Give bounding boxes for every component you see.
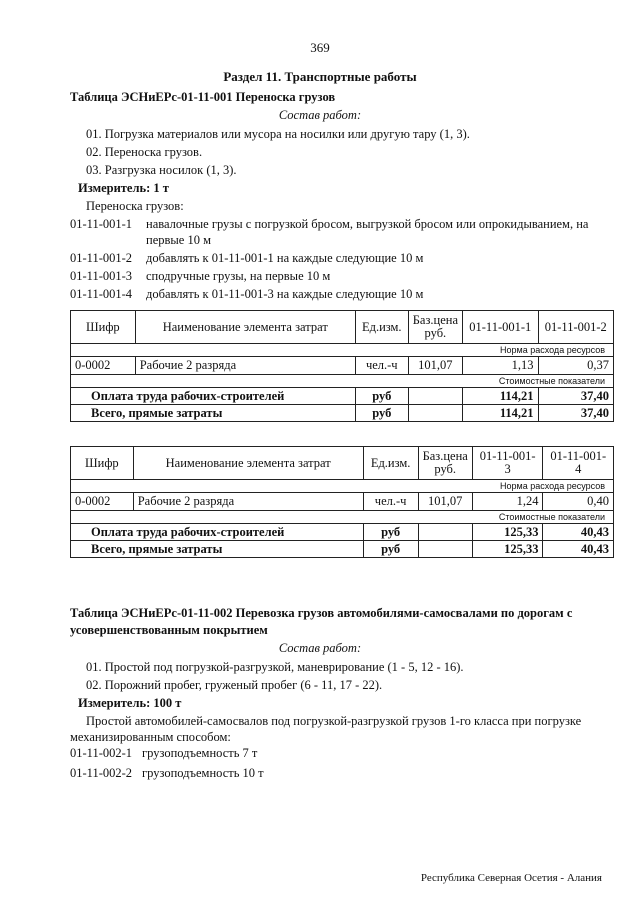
page-number: 369	[310, 40, 330, 55]
row-value-b: 0,40	[543, 493, 614, 511]
table1-code-1: 01-11-001-1	[70, 217, 133, 231]
row-unit: чел.-ч	[355, 357, 408, 375]
total-unit: руб	[355, 388, 408, 405]
row-name: Рабочие 2 разряда	[135, 357, 355, 375]
total-value-a: 114,21	[463, 405, 539, 422]
table1-code-4: 01-11-001-4	[70, 287, 133, 301]
total-value-a: 125,33	[472, 541, 543, 558]
total-label: Оплата труда рабочих-строителей	[71, 524, 364, 541]
table1-work-item-2: 02. Переноска грузов.	[86, 145, 203, 159]
footer-region: Республика Северная Осетия - Алания	[420, 872, 602, 884]
norm-label: Норма расхода ресурсов	[71, 480, 614, 493]
row-price: 101,07	[418, 493, 472, 511]
row-value-a: 1,24	[472, 493, 543, 511]
header-unit: Ед.изм.	[363, 447, 418, 480]
total-value-b: 40,43	[543, 541, 614, 558]
row-value-a: 1,13	[463, 357, 539, 375]
row-value-b: 0,37	[538, 357, 613, 375]
row-unit: чел.-ч	[363, 493, 418, 511]
total-unit: руб	[363, 524, 418, 541]
total-unit: руб	[355, 405, 408, 422]
header-code: Шифр	[71, 447, 134, 480]
table1-title: Таблица ЭСНиЕРс-01-11-001 Переноска грузов	[70, 90, 336, 104]
table2-intro-line2: механизированным способом:	[70, 730, 231, 744]
cost-table-1	[70, 310, 614, 422]
total-value-b: 37,40	[538, 388, 613, 405]
row-code: 0-0002	[71, 357, 136, 375]
table1-code-3: 01-11-001-3	[70, 269, 133, 283]
table2-title-line1: Таблица ЭСНиЕРс-01-11-002 Перевозка грузов автомобилями-самосвалами по дорогам с	[70, 606, 573, 620]
header-code: Шифр	[71, 311, 136, 344]
table1-work-item-1: 01. Погрузка материалов или мусора на носилки или другую тару (1, 3).	[86, 127, 470, 141]
table1-desc-1: навалочные грузы с погрузкой бросом, выгрузкой бросом или опрокидыванием, на	[146, 217, 589, 231]
cost-label: Стоимостные показатели	[71, 511, 614, 524]
total-label: Оплата труда рабочих-строителей	[71, 388, 356, 405]
total-unit: руб	[363, 541, 418, 558]
header-col-b: 01-11-001-2	[538, 311, 613, 344]
table2-work-item-2: 02. Порожний пробег, груженый пробег (6 - 11, 17 - 22).	[86, 678, 383, 692]
section-title: Раздел 11. Транспортные работы	[223, 69, 417, 84]
cost-table-2	[70, 446, 614, 558]
table2-intro-line1: Простой автомобилей-самосвалов под погрузкой-разгрузкой грузов 1-го класса при погрузке	[86, 714, 582, 728]
table1-intro: Переноска грузов:	[86, 199, 184, 213]
header-col-a: 01-11-001-1	[463, 311, 539, 344]
table1-work-heading: Состав работ:	[278, 108, 362, 122]
header-col-a: 01-11-001-3	[472, 447, 543, 480]
row-code: 0-0002	[71, 493, 134, 511]
table2-title-line2: усовершенствованным покрытием	[70, 623, 268, 637]
row-price: 101,07	[408, 357, 462, 375]
table2-code-2: 01-11-002-2	[70, 766, 133, 780]
table1-desc-3: сподручные грузы, на первые 10 м	[146, 269, 331, 283]
header-base-price: Баз.цена руб.	[408, 311, 462, 344]
table2-meter: Измеритель: 100 т	[78, 696, 182, 710]
total-value-a: 114,21	[463, 388, 539, 405]
row-name: Рабочие 2 разряда	[133, 493, 363, 511]
total-value-b: 37,40	[538, 405, 613, 422]
total-label: Всего, прямые затраты	[71, 541, 364, 558]
total-value-a: 125,33	[472, 524, 543, 541]
total-value-b: 40,43	[543, 524, 614, 541]
table2-desc-1: грузоподъемность 7 т	[142, 746, 258, 760]
table1-meter: Измеритель: 1 т	[78, 181, 169, 195]
table1-desc-1b: первые 10 м	[146, 233, 211, 247]
table2-work-heading: Состав работ:	[278, 641, 362, 655]
table2-desc-2: грузоподъемность 10 т	[142, 766, 264, 780]
table1-desc-4: добавлять к 01-11-001-3 на каждые следующие 10 м	[146, 287, 424, 301]
cost-label: Стоимостные показатели	[71, 375, 614, 388]
norm-label: Норма расхода ресурсов	[71, 344, 614, 357]
table1-work-item-3: 03. Разгрузка носилок (1, 3).	[86, 163, 237, 177]
header-base-price: Баз.цена руб.	[418, 447, 472, 480]
table1-desc-2: добавлять к 01-11-001-1 на каждые следующие 10 м	[146, 251, 424, 265]
table1-code-2: 01-11-001-2	[70, 251, 133, 265]
table2-code-1: 01-11-002-1	[70, 746, 133, 760]
header-unit: Ед.изм.	[355, 311, 408, 344]
table2-work-item-1: 01. Простой под погрузкой-разгрузкой, маневрирование (1 - 5, 12 - 16).	[86, 660, 464, 674]
header-name: Наименование элемента затрат	[135, 311, 355, 344]
header-col-b: 01-11-001-4	[543, 447, 614, 480]
header-name: Наименование элемента затрат	[133, 447, 363, 480]
total-label: Всего, прямые затраты	[71, 405, 356, 422]
